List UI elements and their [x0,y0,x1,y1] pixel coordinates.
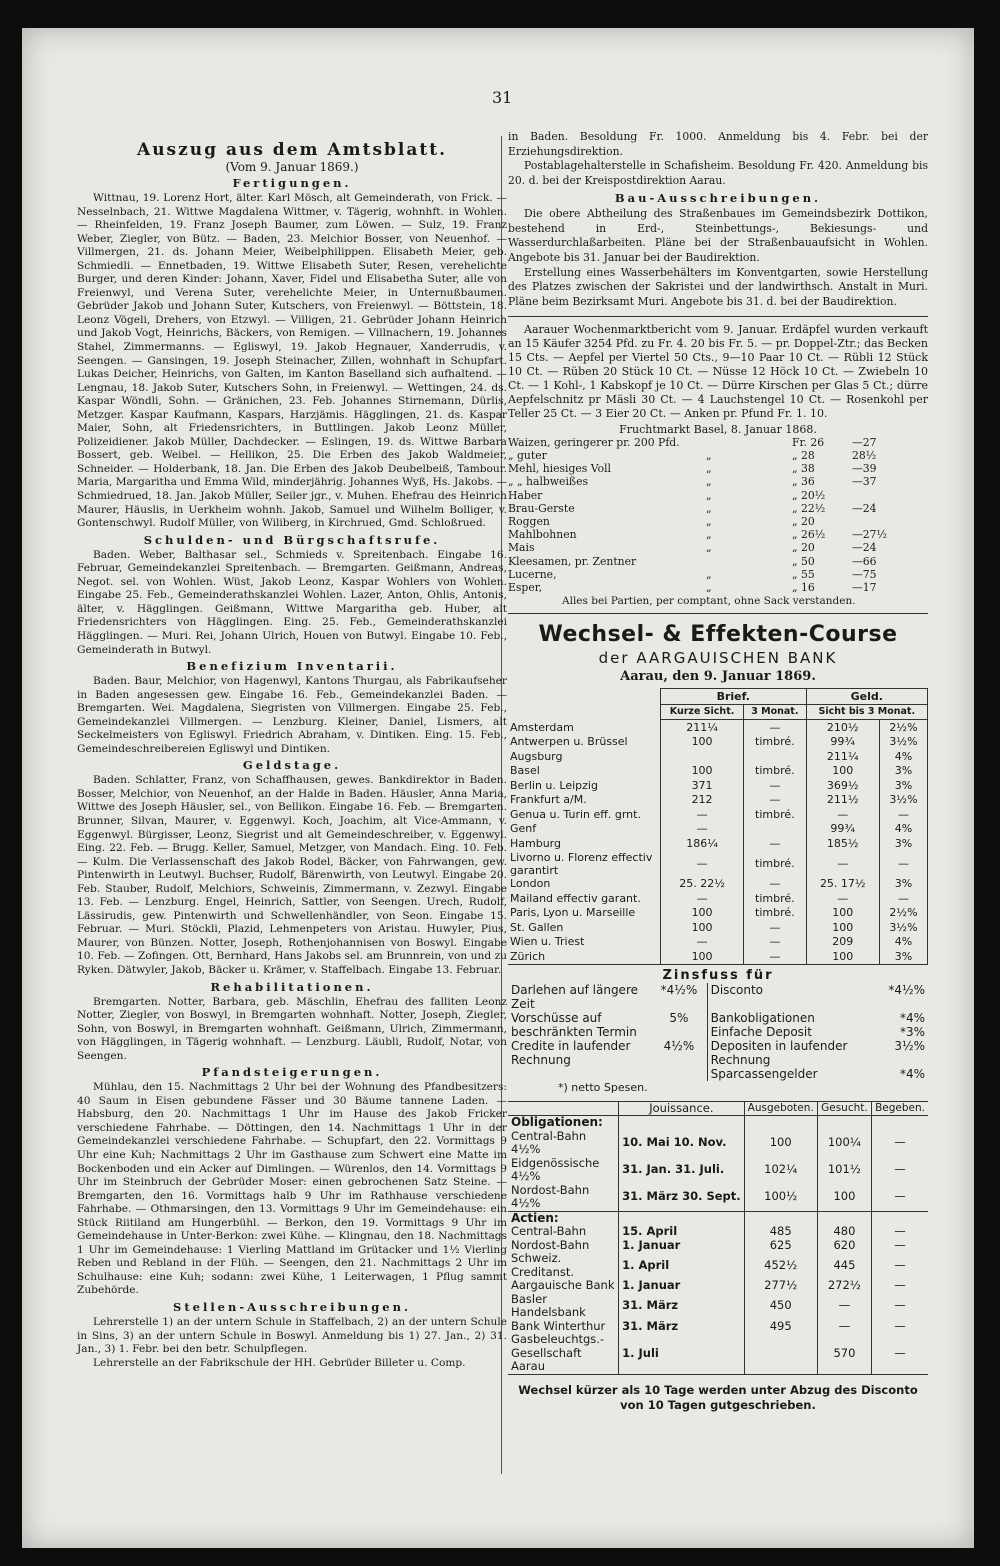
wechsel-brief-kurz: 100 [661,764,744,779]
wechsel-brief-3m: — [744,920,806,935]
wechsel-geld-rate: 100 [806,764,879,779]
wechsel-row [508,891,928,906]
wechsel-place: Antwerpen u. Brüssel [510,735,628,749]
actie-name: Aargauische Bank [511,1278,615,1293]
actie-begeben: — [872,1279,928,1293]
wechsel-table [508,688,928,965]
wechsel-place: Zürich [508,949,661,964]
wechsel-geld-rate: — [806,891,879,906]
wechsel-place: Wien u. Triest [510,935,585,949]
obligation-jouissance: 10. Mai 10. Nov. [619,1130,745,1157]
zins-right-label-3: Depositen in laufender Rechnung [710,1038,848,1067]
section-heading-rehabilitationen: Rehabilitationen. [210,979,374,994]
actie-ausgeboten: 277½ [744,1279,817,1293]
wechsel-geld-percent: 4% [879,935,927,950]
fruchtmarkt-price-low: „ 38 [792,462,815,476]
fruchtmarkt-price-low: „ 20 [792,514,815,528]
actie-begeben: — [872,1239,928,1253]
divider [508,316,928,317]
fruchtmarkt-item: Roggen [508,514,550,528]
actie-gesucht: — [817,1293,871,1320]
header-gesucht: Gesucht. [817,1101,871,1116]
wechsel-geld-rate: 99¾ [806,822,879,837]
wechsel-row [508,778,928,793]
section-heading-stellen: Stellen-Ausschreibungen. [173,1300,411,1315]
zins-left-label-1: Vorschüsse auf beschränkten Termin [511,1010,637,1039]
wechsel-brief-kurz: 100 [661,906,744,921]
header-brief: Brief. [661,689,807,705]
fruchtmarkt-row [508,515,928,528]
wechsel-brief-kurz: 371 [661,778,744,793]
fruchtmarkt-price-high: —24 [852,541,877,555]
wechsel-place: Livorno u. Florenz effectiv garantirt [510,850,653,877]
actie-gesucht: 445 [817,1252,871,1279]
header-jouissance: Jouissance. [619,1101,745,1116]
wechsel-geld-percent: 4% [879,749,927,764]
obligationen-table [508,1101,928,1375]
wechsel-brief-kurz [661,749,744,764]
fruchtmarkt-title: Fruchtmarkt Basel, 8. Januar 1868. [619,422,817,436]
right-column [508,130,928,1413]
actie-begeben: — [872,1293,928,1320]
actie-jouissance: 1. Januar [619,1279,745,1293]
wechsel-footer-note: Wechsel kürzer als 10 Tage werden unter Abzug des Disconto von 10 Tagen gutgeschrieben. [518,1382,918,1412]
zins-left-rate-0: *4½% [651,983,707,1011]
wechsel-brief-kurz: — [661,851,744,877]
wechsel-geld-percent: 3% [879,949,927,964]
left-column [77,140,507,1370]
wechsel-geld-rate: 100 [806,920,879,935]
wechsel-brief-3m: timbré. [744,764,806,779]
empty-cell [744,1211,817,1225]
fruchtmarkt-unit: „ [706,514,712,528]
wechsel-geld-percent: 3% [879,877,927,892]
actie-name: Schweiz. Creditanst. [511,1251,575,1279]
wechsel-place: Mailand effectiv garant. [510,891,641,905]
fruchtmarkt-item: „ „ halbweißes [508,475,589,489]
fruchtmarkt-price-high: —27 [852,435,877,449]
fruchtmarkt-item: Mais [508,541,535,555]
obligation-gesucht: 100¼ [817,1130,871,1157]
obligation-jouissance: 31. März 30. Sept. [619,1184,745,1212]
wechsel-geld-rate: — [806,807,879,822]
wechsel-place: London [510,877,551,891]
zins-right-label-0: Disconto [710,982,763,997]
fruchtmarkt-unit: „ [706,528,712,542]
actie-name: Nordost-Bahn [511,1237,590,1252]
empty-cell [817,1211,871,1225]
fruchtmarkt-price-high: —17 [852,580,877,594]
zinsfuss-note: *) netto Spesen. [558,1080,648,1094]
wechsel-brief-kurz: — [661,891,744,906]
fruchtmarkt-row [508,555,928,568]
fruchtmarkt-item: Esper, [508,580,543,594]
zins-left-label-0: Darlehen auf längere Zeit [511,982,638,1011]
empty-cell [619,1211,745,1225]
actien-label-row [508,1211,928,1225]
section-heading-pfandsteigerungen: Pfandsteigerungen. [201,1065,383,1080]
fruchtmarkt-row [508,502,928,515]
zins-left-rate-2: 4½% [651,1039,707,1081]
header-sicht-3-monat: Sicht bis 3 Monat. [806,704,927,720]
fertigungen-text: Wittnau, 19. Lorenz Hort, älter. Karl Mösch, alt Gemeinderath, von Frick. — Nesselnbach, 21. Wittwe Magdalena Wittmer, v. Tägerig, wohnhft. in Wohlen. — Rheinfelden, 19. Franz Joseph Baumer, zum Löwen. — Sulz, 19. Franz Weber, Ziegler, von Bütz. — Baden, 23. Melchior Bosser, von Neuenhof. — Villmergen, 21. ds. Johann Meier, Weibelphilippen. Elisabeth Meier, geb. Schmiedli. — Ennetbaden, 19. Wittwe Elisabeth Suter, Resen, verehelichte Burger, und deren Kinder: Johann, Xaver, Fidel und Elisabetha Suter, alle von Freienwyl, und Verena Suter, verehelichte Meier, in Unternußbaumen. Gebrüder Jakob und Johann Suter, Kutschers, von Freienwyl. — Böttstein, 18. Leonz Vögeli, Drehers, von Etzwyl. — Villigen, 21. Gebrüder Johann Heinrich und Jakob Vogt, Heinrichs, Bäckers, von Remigen. — Villnachern, 19. Johannes Stahel, Zimmermanns. — Egliswyl, 19. Jakob Hegnauer, Xanderrudis, v. Seengen. — Gansingen, 19. Joseph Steinacher, Zillen, wohnhaft in Schupfart. Lukas Deicher, Heinrichs, von Galten, im Kanton Baselland sich aufhaltend. — Lengnau, 18. Jakob Suter, Kutschers Sohn, in Freienwyl. — Wettingen, 24. ds. Kaspar Wöndli, Sohn. — Gränichen, 23. Feb. Johannes Stirnemann, Dürlis, Metzger. Kaspar Kaufmann, Kaspars, Harzjämis. Hägglingen, 21. ds. Kaspar Maier, Sohn, alt Friedensrichters, in Buttlingen. Jakob Leonz Müller, Polizeidiener. Jakob Müller, Dachdecker. — Eslingen, 19. ds. Wittwe Barbara Bossert, geb. Weibel. — Hellikon, 25. Die Erben des Jakob Waldmeier, Schneider. — Holderbank, 18. Jan. Die Erben des Jakob Deubelbeiß, Tambour. Maria, Margaritha und Emma Wild, minderjährig. Johannes Wyß, Hs. Jakobs. — Schmiedrued, 18. Jan. Jakob Müller, Seiler jgr., v. Muhen. Ehefrau des Heinrich Maurer, Häuslis, in Uerkheim wohnh. Jakob, Samuel und Wilhelm Bolliger, v. Gontenschwyl. Rudolf Müller, von Wiliberg, in Kirchrued, Gmd. Schloßrued. [77,192,507,530]
wechsel-brief-3m [744,822,806,837]
empty-cell [817,1116,871,1130]
amtsblatt-title: Auszug aus dem Amtsblatt. [137,140,447,160]
wechsel-place: Berlin u. Leipzig [510,778,598,792]
header-ausgeboten: Ausgeboten. [744,1101,817,1116]
wechsel-row [508,764,928,779]
wechsel-geld-percent: 4% [879,822,927,837]
zins-right-rate-0: *4½% [888,982,925,997]
amtsblatt-subtitle: (Vom 9. Januar 1869.) [225,160,359,174]
wechsel-geld-percent: — [879,807,927,822]
actie-jouissance: 1. April [619,1252,745,1279]
fruchtmarkt-unit [706,436,792,449]
section-heading-fertigungen: Fertigungen. [232,176,352,190]
obligation-name: Eidgenössische 4½% [511,1155,600,1184]
fruchtmarkt-row [508,462,928,475]
wechsel-geld-rate: 369½ [806,778,879,793]
obligation-begeben: — [872,1184,928,1212]
wechsel-row [508,822,928,837]
wechsel-geld-rate: 100 [806,906,879,921]
fruchtmarkt-price-low: „ 16 [792,580,815,594]
wechsel-brief-3m [744,749,806,764]
obligation-name: Central-Bahn 4½% [511,1128,587,1157]
obligation-gesucht: 101½ [817,1157,871,1184]
actie-jouissance: 31. März [619,1293,745,1320]
obligationen-label-row [508,1116,928,1130]
obligation-name: Nordost-Bahn 4½% [511,1182,590,1211]
wechsel-place: Frankfurt a/M. [510,793,587,807]
obligation-ausgeboten: 100 [744,1130,817,1157]
wechsel-row [508,851,928,877]
geldstage-text: Baden. Schlatter, Franz, von Schaffhausen, gewes. Bankdirektor in Baden. Bosser, Melchior, von Neuenhof, an der Halde in Baden. Häusler, Anna Maria, Wittwe des Joseph Häusler, sel., von Bellikon. Eingabe 16. Feb. — Bremgarten. Brunner, Silvan, Maurer, v. Eggenwyl. Koch, Joachim, alt Vice-Ammann, v. Eggenwyl. Bürgisser, Leonz, Siegrist und alt Gemeindeschreiber, v. Eggenwyl. Eing. 22. Feb. — Brugg. Keller, Samuel, Metzger, von Mandach. Eing. 10. Feb. — Kulm. Die Verlassenschaft des Jakob Rodel, Bäcker, von Fahrwangen, gew. Pintenwirth in Leutwyl. Buchser, Rudolf, Bärenwirth, von Leutwyl. Eingabe 20. Feb. Stauber, Rudolf, Melchiors, Schweinis, Zimmermann, v. Zezwyl. Eingabe 13. Feb. — Lenzburg. Engel, Heinrich, Sattler, von Seengen. Urech, Rudolf, Lässirudis, gew. Pintenwirth und Schwellenhändler, von Seon. Eingabe 15. Februar. — Muri. Stöckli, Plazid, Lehmenpeters von Aristau. Huwyler, Pius, Maurer, von Bünzen. Notter, Joseph, Rothenjohannisen von Boswyl. Eingabe 10. Feb. — Zofingen. Ott, Bernhard, Hans Jakobs sel. am Brunnrein, von und zu Ryken. Dätwyler, Jakob, Bäcker u. Krämer, v. Staffelbach. Eingabe 13. Februar. [77,774,507,976]
fruchtmarkt-price-low: „ 26½ [792,528,826,542]
wechsel-geld-rate: 25. 17½ [806,877,879,892]
fruchtmarkt-item: Mehl, hiesiges Voll [508,462,611,476]
wechsel-row [508,877,928,892]
fruchtmarkt-price-high: —75 [852,567,877,581]
obligation-row [508,1184,928,1212]
wechsel-geld-rate: 211¼ [806,749,879,764]
actie-ausgeboten: 485 [744,1225,817,1239]
wechsel-row [508,836,928,851]
wechsel-brief-3m: timbré. [744,891,806,906]
fruchtmarkt-price-low: „ 28 [792,448,815,462]
benefizium-text: Baden. Baur, Melchior, von Hagenwyl, Kantons Thurgau, als Fabrikaufseher in Baden angesessen gew. Eingabe 16. Feb., Gemeindekanzlei Baden. — Bremgarten. Wei. Magdalena, Siegristen von Villmergen. Eingabe 25. Feb., Gemeindekanzlei Villmergen. — Lenzburg. Kleiner, Daniel, Lismers, alt Seckelmeisters von Egliswyl. Friedrich Abraham, v. Dintiken. Eing. 15. Feb., Gemeindeschreibereien Egliswyl und Dintiken. [77,675,507,755]
actie-gesucht: 480 [817,1225,871,1239]
actie-name: Basler Handelsbank [511,1291,586,1320]
wechsel-row [508,906,928,921]
wechsel-place: Hamburg [510,836,561,850]
wochenmarkt-text: Aarauer Wochenmarktbericht vom 9. Januar. Erdäpfel wurden verkauft an 15 Käufer 3254 Pfd. zu Fr. 4. 20 bis Fr. 5. — pr. Doppel-Ztr.; das Becken 15 Cts. — Aepfel per Viertel 50 Cts., 9—10 Paar 10 Ct. — Rübli 12 Stück 10 Ct. — Rüben 20 Stück 10 Ct. — Nüsse 12 Höck 10 Ct. — Zwiebeln 10 Ct. — 1 Kohl-, 1 Kabskopf je 10 Ct. — Dürre Kirschen per Glas 5 Ct.; dürre Aepfelschnitz pr Mäsli 30 Ct. — 4 Lauchstengel 10 Ct. — Rosenkohl per Teller 25 Ct. — 3 Eier 20 Ct. — Anken pr. Pfund Fr. 1. 10. [508,322,928,420]
wechsel-brief-3m: timbré. [744,906,806,921]
fruchtmarkt-price-low: „ 20½ [792,488,826,502]
fruchtmarkt-row [508,475,928,488]
wechsel-row [508,807,928,822]
divider [508,613,928,614]
fruchtmarkt-unit: „ [706,448,712,462]
wechsel-row [508,793,928,808]
wechsel-place: Augsburg [510,749,563,763]
empty-cell [744,1116,817,1130]
fruchtmarkt-price-high: —37 [852,475,877,489]
newspaper-page [22,28,974,1548]
wechsel-brief-kurz: — [661,822,744,837]
actie-gesucht: 570 [817,1333,871,1374]
fruchtmarkt-table [508,436,928,594]
header-geld: Geld. [806,689,927,705]
wechsel-geld-rate: 211½ [806,793,879,808]
fruchtmarkt-item: Brau-Gerste [508,501,575,515]
fruchtmarkt-item: „ guter [508,448,547,462]
zins-right-label-1: Bankobligationen [710,1010,815,1025]
fruchtmarkt-unit: „ [706,541,712,555]
fruchtmarkt-price-high: —27½ [852,528,888,542]
wechsel-geld-rate: 210½ [806,720,879,735]
wechsel-geld-percent: 3% [879,778,927,793]
wechsel-brief-3m: timbré. [744,735,806,750]
actie-begeben: — [872,1225,928,1239]
fruchtmarkt-row [508,581,928,594]
zinsfuss-title: Zinsfuss für [662,967,774,983]
obligationen-label: Obligationen: [508,1116,619,1130]
zins-right-label-4: Sparcassengelder [710,1066,818,1081]
fruchtmarkt-unit: „ [706,462,712,476]
wechsel-geld-percent: 3½% [879,793,927,808]
actie-begeben: — [872,1252,928,1279]
obligation-jouissance: 31. Jan. 31. Juli. [619,1157,745,1184]
stellen-text-2: Lehrerstelle an der Fabrikschule der HH. Gebrüder Billeter u. Comp. [93,1356,466,1369]
actie-name: Bank Winterthur [511,1318,606,1333]
wechsel-geld-percent: 3½% [879,735,927,750]
fruchtmarkt-unit: „ [706,580,712,594]
wechsel-geld-rate: — [806,851,879,877]
fruchtmarkt-unit: „ [706,501,712,515]
fruchtmarkt-price-low: „ 36 [792,475,815,489]
wechsel-row [508,949,928,964]
empty-cell [872,1116,928,1130]
stellen-text-1: Lehrerstelle 1) an der untern Schule in Staffelbach, 2) an der untern Schule in Sins, 3) an der untern Schule in Boswyl. Anmeldung bis 1) 27. Jan., 2) 31. Jan., 3) 1. Febr. bei den betr. Schulpflegen. [77,1316,507,1356]
wechsel-geld-percent: 3½% [879,920,927,935]
obligation-ausgeboten: 100½ [744,1184,817,1212]
actie-ausgeboten: 452½ [744,1252,817,1279]
fruchtmarkt-price-high [852,515,908,528]
fruchtmarkt-unit: „ [706,567,712,581]
wechsel-brief-kurz: 186¼ [661,836,744,851]
postablage-text: Postablagehalterstelle in Schafisheim. Besoldung Fr. 420. Anmeldung bis 20. d. bei der Kreispostdirektion Aarau. [508,159,928,188]
rehabilitationen-text: Bremgarten. Notter, Barbara, geb. Mäschlin, Ehefrau des falliten Leonz Notter, Ziegler, von Boswyl, in Bremgarten wohnhaft. Notter, Joseph, Ziegler, Sohn, von Boswyl, in Bremgarten wohnhaft. Geißmann, Ulrich, Zimmermann, von Hägglingen, in Tägerig wohnhaft. — Lenzburg. Läubli, Rudolf, Notar, von Seengen. [77,995,507,1062]
actie-begeben: — [872,1320,928,1334]
obligation-begeben: — [872,1157,928,1184]
wechsel-place: Basel [510,764,540,778]
actie-ausgeboten: 495 [744,1320,817,1334]
wechsel-brief-3m: timbré. [744,807,806,822]
fruchtmarkt-row [508,436,928,449]
wechsel-brief-kurz: 100 [661,949,744,964]
section-heading-benefizium: Benefizium Inventarii. [186,659,398,674]
fruchtmarkt-price-high: —39 [852,462,877,476]
wechsel-row [508,935,928,950]
wechsel-row [508,720,928,735]
bau-text-1: Die obere Abtheilung des Straßenbaues im Gemeindsbezirk Dottikon, bestehend in Erd-, Steinbettungs-, Bekiesungs- und Wasserdurchlaßarbeiten. Pläne bei der Straßenbauaufsicht in Wohlen. Angebote bis 31. Januar bei der Baudirektion. [508,206,928,264]
wechsel-brief-kurz: — [661,935,744,950]
wechsel-geld-rate: 100 [806,949,879,964]
section-heading-bau: Bau-Ausschreibungen. [614,190,822,205]
actie-jouissance: 15. April [619,1225,745,1239]
fruchtmarkt-row [508,528,928,541]
wechsel-brief-kurz: 25. 22½ [661,877,744,892]
wechsel-brief-3m: timbré. [744,851,806,877]
actie-jouissance: 1. Juli [619,1333,745,1374]
bau-text-2: Erstellung eines Wasserbehälters im Konventgarten, sowie Herstellung des Platzes zwischen der Sakristei und der landwirthsch. Anstalt in Muri. Pläne beim Bezirksamt Muri. Angebote bis 31. d. bei der Baudirektion. [508,265,928,309]
zinsfuss-table [508,969,928,1095]
wechsel-geld-rate: 185½ [806,836,879,851]
header-3-monat: 3 Monat. [744,704,806,720]
actie-name: Gasbeleuchtgs.-Gesellschaft Aarau [508,1333,619,1374]
wechsel-geld-rate: 99¾ [806,735,879,750]
wechsel-brief-3m: — [744,949,806,964]
header-begeben: Begeben. [872,1101,928,1116]
fruchtmarkt-row [508,541,928,554]
fruchtmarkt-item: Waizen, geringerer pr. 200 Pfd. [508,435,680,449]
wechsel-geld-percent: 2½% [879,906,927,921]
fruchtmarkt-price-low: „ 55 [792,567,815,581]
actie-name: Central-Bahn [511,1224,587,1239]
wechsel-brief-kurz: 100 [661,920,744,935]
wechsel-geld-percent: 2½% [879,720,927,735]
section-heading-geldstage: Geldstage. [242,758,342,773]
fruchtmarkt-item: Lucerne, [508,567,557,581]
section-heading-schuldenrufe: Schulden- und Bürgschaftsrufe. [143,532,441,547]
actie-ausgeboten: 625 [744,1239,817,1253]
wechsel-brief-3m: — [744,877,806,892]
zins-right-rate-3: 3½% [894,1038,925,1053]
actie-row [508,1239,928,1253]
fruchtmarkt-price-high: —66 [852,554,877,568]
empty-cell [619,1116,745,1130]
stellen-continued: in Baden. Besoldung Fr. 1000. Anmeldung bis 4. Febr. bei der Erziehungsdirektion. [508,130,928,158]
actie-ausgeboten [744,1333,817,1374]
wechsel-brief-kurz: 211¼ [661,720,744,735]
wechsel-row [508,920,928,935]
wechsel-row [508,749,928,764]
actie-row [508,1333,928,1374]
obligation-row [508,1130,928,1157]
actie-jouissance: 1. Januar [619,1239,745,1253]
page-number: 31 [492,88,513,107]
obligation-begeben: — [872,1130,928,1157]
actie-row [508,1225,928,1239]
wechsel-brief-3m: — [744,778,806,793]
fruchtmarkt-unit: „ [706,488,712,502]
wechsel-brief-3m: — [744,836,806,851]
fruchtmarkt-price-low: „ 22½ [792,501,826,515]
wechsel-bank: der AARGAUISCHEN BANK [598,649,838,668]
fruchtmarkt-price-low: „ 20 [792,541,815,555]
header-kurze-sicht: Kurze Sicht. [661,704,744,720]
actien-label: Actien: [508,1211,619,1225]
actie-row [508,1252,928,1279]
fruchtmarkt-item: Kleesamen, pr. Zentner [508,554,637,568]
zins-right-label-2: Einfache Deposit [710,1024,812,1039]
wechsel-geld-percent: — [879,891,927,906]
wechsel-place: Genf [510,822,537,836]
obligation-row [508,1157,928,1184]
zins-left-rate-1: 5% [651,1011,707,1039]
fruchtmarkt-item: Haber [508,488,543,502]
wechsel-geld-percent: 3% [879,764,927,779]
fruchtmarkt-price-high: —24 [852,501,877,515]
actie-row [508,1279,928,1293]
actie-gesucht: 620 [817,1239,871,1253]
wechsel-geld-rate: 209 [806,935,879,950]
fruchtmarkt-row [508,489,928,502]
wechsel-title: Wechsel- & Effekten-Course [538,622,898,648]
wechsel-place: St. Gallen [510,920,564,934]
actie-begeben: — [872,1333,928,1374]
wechsel-place: Paris, Lyon u. Marseille [510,906,636,920]
empty-cell [872,1211,928,1225]
obligation-gesucht: 100 [817,1184,871,1212]
actie-row [508,1320,928,1334]
fruchtmarkt-row [508,568,928,581]
actie-gesucht: 272½ [817,1279,871,1293]
wechsel-geld-percent: 3% [879,836,927,851]
wechsel-brief-3m: — [744,720,806,735]
zins-left-label-2: Credite in laufender Rechnung [511,1038,631,1067]
zins-right-rate-4: *4% [899,1066,925,1081]
obligation-ausgeboten: 102¼ [744,1157,817,1184]
fruchtmarkt-price-low: „ 50 [792,554,815,568]
fruchtmarkt-price-low: Fr. 26 [792,435,825,449]
wechsel-row [508,735,928,750]
zins-right-rate-2: *3% [899,1024,925,1039]
wechsel-geld-percent: — [879,851,927,877]
wechsel-brief-3m: — [744,793,806,808]
fruchtmarkt-unit: „ [706,475,712,489]
wechsel-place: Genua u. Turin eff. grnt. [510,807,641,821]
fruchtmarkt-item: Mahlbohnen [508,528,577,542]
fruchtmarkt-row [508,449,928,462]
wechsel-place: Amsterdam [510,720,574,734]
pfandsteigerungen-text: Mühlau, den 15. Nachmittags 2 Uhr bei der Wohnung des Pfandbesitzers: 40 Saum in Eisen gebundene Fässer und 30 Bäume tannene Laden. — Habsburg, den 20. Nachmittags 1 Uhr im Hause des Jakob Fricker verschiedene Fahrhabe. — Döttingen, den 14. Nachmittags 1 Uhr in der Gemeindekanzlei verschiedene Fahrhabe. — Schupfart, den 22. Vormittags 9 Uhr eine Kuh; Nachmittags 2 Uhr im Gasthause zum Schwert eine Matte im Bockenboden und ein Acker auf Dimlingen. — Würenlos, den 14. Vormittags 9 Uhr im Steinbruch der Gebrüder Moser: einen gebrochenen Satz Steine. — Bremgarten, den 16. Vormittags halb 9 Uhr im Rathhause verschiedene Fahrhabe. — Othmarsingen, den 13. Vormittags 9 Uhr im Gemeindehause: ein Stück Riitiland am Hungerbühl. — Berkon, den 19. Vormittags 9 Uhr im Gemeindehause in Unter-Berkon: zwei Kühe. — Klingnau, den 18. Nachmittags 1 Uhr im Gemeindehause: 1 Vierling Mattland im Grütacker und 1½ Vierling Reben und Rebland in der Flüh. — Seengen, den 21. Nachmittags 2 Uhr im Schulhause: eine Kuh; sodann: zwei Kühe, 1 Leiterwagen, 1 Pflug sammt Zubehörde. [77,1081,507,1297]
fruchtmarkt-price-high: 28½ [852,448,877,462]
actie-gesucht: — [817,1320,871,1334]
wechsel-brief-kurz: — [661,807,744,822]
fruchtmarkt-price-high [852,489,908,502]
fruchtmarkt-note: Alles bei Partien, per comptant, ohne Sack verstanden. [562,595,856,608]
actie-ausgeboten: 450 [744,1293,817,1320]
actie-jouissance: 31. März [619,1320,745,1334]
actie-row [508,1293,928,1320]
wechsel-brief-kurz: 100 [661,735,744,750]
schuldenrufe-text: Baden. Weber, Balthasar sel., Schmieds v. Spreitenbach. Eingabe 16. Februar, Gemeindekanzlei Spreitenbach. — Bremgarten. Geißmann, Andreas, Negot. sel. von Wohlen. Wüst, Jakob Leonz, Kaspar Wohlers von Wohlen. Eingabe 25. Feb., Gemeinderathskanzlei Wohlen. Lazer, Anton, Ohlis, Antonis, älter, v. Hägglingen. Geißmann, Wittwe Margaritha geb. Huber, alt Friedensrichters von Hägglingen. Eing. 25. Feb., Gemeinderathskanzlei Hägglingen. — Muri. Rei, Johann Ulrich, Houen von Butwyl. Eingabe 10. Feb., Gemeinderath in Butwyl. [77,548,507,656]
zins-right-rate-1: *4% [899,1010,925,1025]
wechsel-date: Aarau, den 9. Januar 1869. [620,669,816,685]
wechsel-brief-kurz: 212 [661,793,744,808]
wechsel-brief-3m: — [744,935,806,950]
fruchtmarkt-unit [706,555,792,568]
